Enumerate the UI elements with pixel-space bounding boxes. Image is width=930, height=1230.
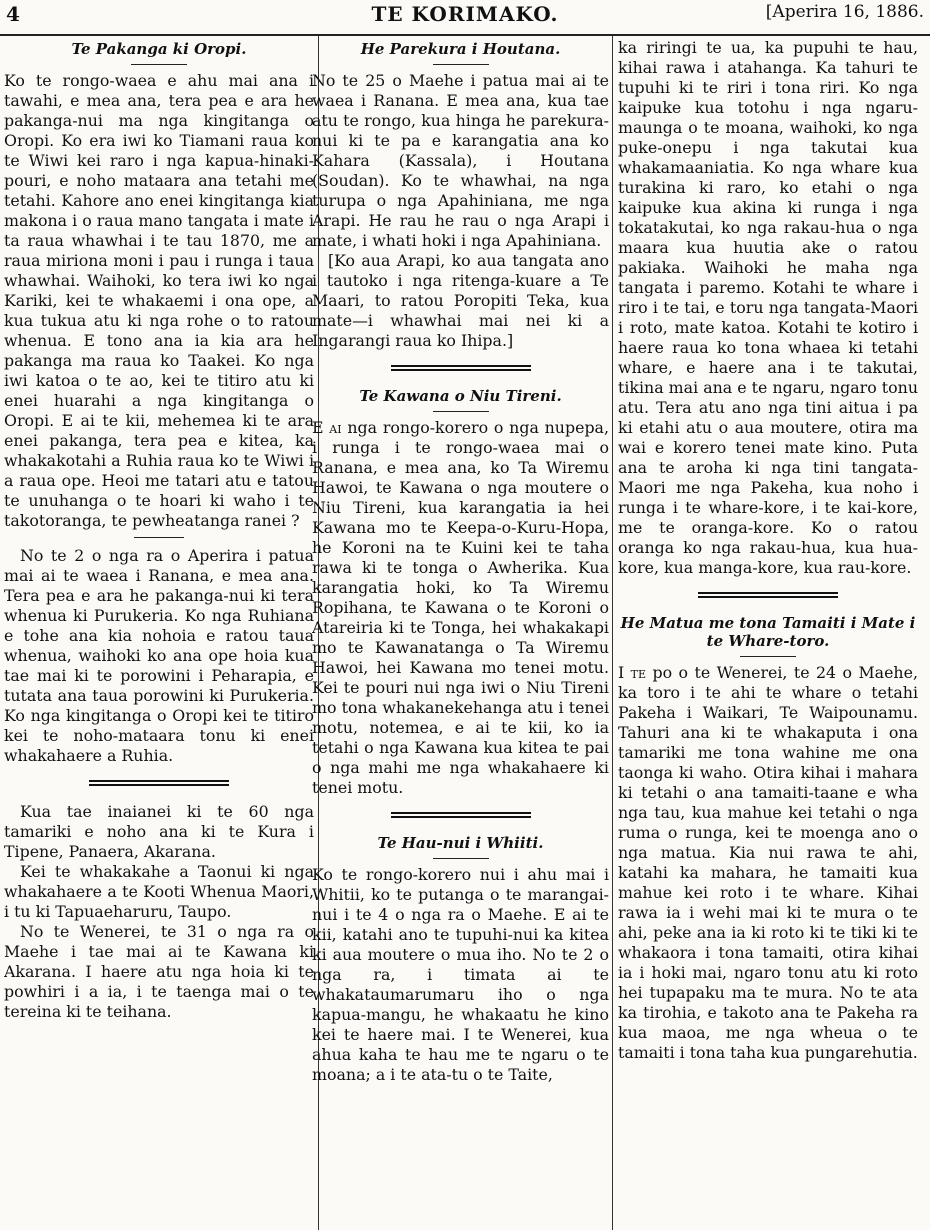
column-divider — [612, 36, 613, 1230]
article-heading-battle-in-soudan: He Parekura i Houtana. — [360, 40, 561, 58]
section-rule — [134, 537, 184, 538]
paragraph-body: po o te Wenerei, te 24 o Maehe, ka toro i te ahi te whare o tetahi Pakeha i Waikari, Te Waipounamu. Tahuri ana ki te whakaputa i ona tamariki me tona wahine me ona taonga ki waho. Otira kihai i mahara ki tetahi o ana tamaiti-taane e wha nga tau, kua mahue kei tetahi o nga ruma o runga, kei te moenga ano o nga matua. Kia nui rawa te ahi, katahi ka mahara, he tamaiti kua mahue kei roto i te whare. Kihai rawa ia i wehi mai ki te mura o te ahi, peke ana ia ki roto ki te tiki ki te whakaora i tona tamaiti, otira kihai ia i hoki mai, ngaro tonu atu ki roto hei tupapaku ma te mura. No te ata ka tirohia, e takoto ana te Pakeha ra kua maoa, me nga wheua o te tamaiti i tona taha kua pungarehutia. — [618, 663, 918, 1062]
article-heading-fire: He Matua me tona Tamaiti i Mate i te Whare-toro. — [620, 614, 916, 650]
page-number: 4 — [6, 2, 20, 26]
heading-rule — [740, 656, 796, 657]
news-item: No te Wenerei, te 31 o nga ra o Maehe i tae mai ai te Kawana ki Akarana. I haere atu nga hoia ki te powhiri i a ia, i te taenga mai o te tereina ki te teihana. — [4, 922, 314, 1021]
article-paragraph: No te 25 o Maehe i patua mai ai te waea i Ranana. E mea ana, kua tae atu te rongo, kua hinga he parekura-nui ki te pa e karangatia ana ko Kahara (Kassala), i Houtana (Soudan). Ko te whawhai, na nga turupa o nga Apahiniana, me nga Arapi. He rau he rau o nga Arapi i mate, i whati hoki i nga Apahiniana. — [312, 71, 609, 250]
column-1 — [4, 38, 314, 1230]
article-paragraph — [312, 418, 609, 798]
heading-rule — [433, 64, 489, 65]
lead-in: I te — [618, 663, 647, 682]
article-heading-hurricane-fiji: Te Hau-nui i Whiiti. — [377, 834, 544, 852]
news-item: Kua tae inaianei ki te 60 nga tamariki e noho ana ki te Kura i Tipene, Panaera, Akarana. — [4, 802, 314, 861]
masthead — [0, 0, 930, 36]
article-separator — [89, 780, 229, 786]
article-paragraph: Ko te rongo-waea e ahu mai ana i tawahi, e mea ana, tera pea e ara he pakanga-nui ma nga kingitanga o Oropi. Ko era iwi ko Tiamani raua ko te Wiwi kei raro i nga kapua-hinaki-pouri, e noho mataara ana tetahi me tetahi. Kahore ano enei kingitanga kia makona i o raua mano tangata i mate i ta raua whawhai i te tau 1870, me a raua miriona moni i pau i runga i taua whawhai. Waihoki, ko tera iwi ko nga Kariki, kei te whakaemi i ona ope, a kua tukua atu ki nga rohe o to ratou whenua. E tono ana ia kia ara he pakanga ma raua ko Taakei. Ko nga iwi katoa o te ao, kei te titiro atu ki enei huarahi a nga kingitanga o Oropi. E ai te kii, mehemea ki te ara enei pakanga, tera pea e kitea, ka whakakotahi a Ruhia raua ko te Wiwi i a raua ope. Heoi me tatari atu e tatou te unuhanga o te hoari ki waho i te takotoranga, te pewheatanga ranei ? — [4, 71, 314, 530]
heading-rule — [433, 858, 489, 859]
article-heading-war-in-europe: Te Pakanga ki Oropi. — [71, 40, 247, 58]
heading-rule — [131, 64, 187, 65]
article-paragraph: [Ko aua Arapi, ko aua tangata ano i tautoko i nga ritenga-kuare a Te Maari, to ratou Poropiti Teka, kua mate—i whawhai mai nei ki a Ingarangi raua ko Ihipa.] — [312, 251, 609, 350]
article-paragraph: No te 2 o nga ra o Aperira i patua mai ai te waea i Ranana, e mea ana. Tera pea e ara he pakanga-nui ki tera whenua ki Purukeria. Ko nga Ruhiana e tohe ana kia nohoia e ratou taua whenua, waihoki ko ana ope hoia kua tae mai ki te porowini i Peharapia, e tutata ana taua porowini ki Purukeria. Ko nga kingitanga o Oropi kei te titiro kei te noho-mataara tonu ki enei whakahaere a Ruhia. — [4, 546, 314, 765]
article-paragraph: Ko te rongo-korero nui i ahu mai i Whitii, ko te putanga o te marangai-nui i te 4 o nga ra o Maehe. E ai te kii, katahi ano te tupuhi-nui ka kitea ki aua moutere o mua iho. No te 2 o nga ra, i timata ai te whakataumarumaru iho o nga kapua-mangu, he whakaatu he kino kei te haere mai. I te Wenerei, kua ahua kaha te hau me te ngaru o te moana; a i te ata-tu o te Taite, — [312, 865, 609, 1084]
column-3 — [618, 38, 918, 1230]
article-separator — [391, 365, 531, 371]
article-heading-governor: Te Kawana o Niu Tireni. — [359, 387, 562, 405]
news-item: Kei te whakakahe a Taonui ki nga whakahaere a te Kooti Whenua Maori, i tu ki Tapuaeharuru, Taupo. — [4, 862, 314, 921]
paragraph-body: nga rongo-korero o nga nupepa, i runga i te rongo-waea mai o Ranana, e mea ana, ko Ta Wiremu Hawoi, te Kawana o nga moutere o Niu Tireni, kua karangatia ia hei Kawana mo te Keepa-o-Kuru-Hopa, he Koroni na te Kuini kei te taha rawa ki te tonga o Awherika. Kua karangatia hoki, ko Ta Wiremu Ropihana, te Kawana o te Koroni o Atareiria ki te Tonga, hei whakakapi mo te Kawanatanga o Ta Wiremu Hawoi, hei Kawana mo tenei motu. Kei te pouri nui nga iwi o Niu Tireni mo tona whakanekehanga atu i tenei motu, notemea, e ai te kii, ko ia tetahi o nga Kawana kua kitea te pai o nga mahi me nga whakahaere ki tenei motu. — [312, 418, 609, 797]
article-separator — [698, 592, 838, 598]
issue-date: [Aperira 16, 1886. — [765, 2, 924, 22]
newspaper-title: TE KORIMAKO. — [371, 2, 559, 26]
lead-in: E ai — [312, 418, 342, 437]
article-separator — [391, 812, 531, 818]
heading-rule — [433, 411, 489, 412]
article-paragraph: ka riringi te ua, ka pupuhi te hau, kihai rawa i atahanga. Ka tahuri te tupuhi ki te riri i tona riri. Ko nga kaipuke kua totohu i nga ngaru-maunga o te moana, waihoki, ko nga puke-onepu i nga takutai kua whakamaaniatia. Ko nga whare kua turakina ki raro, ko etahi o nga kaipuke kua akina ki runga i nga tokatakutai, ko nga rakau-hua o nga maara kua huutia ake o ratou pakiaka. Waihoki he maha nga tangata i paremo. Kotahi te whare i riro i te tai, e toru nga tangata-Maori i roto, mate katoa. Kotahi te kotiro i haere raua ko tona whaea ki tetahi whare, e haere ana i te takutai, tikina mai ana e te ngaru, ngaro tonu atu. Tera atu ano nga tini aitua i pa ki etahi atu o aua moutere, otira ma wai e korero tenei mate kino. Puta ana te aroha ki nga tini tangata-Maori me nga Pakeha, kua noho i runga i te whare-kore, i te kai-kore, me te oranga-kore. Ko o ratou oranga ko nga rakau-hua, kua hua-kore, kua manga-kore, kua rau-kore. — [618, 38, 918, 577]
column-2 — [312, 38, 609, 1230]
article-paragraph — [618, 663, 918, 1063]
